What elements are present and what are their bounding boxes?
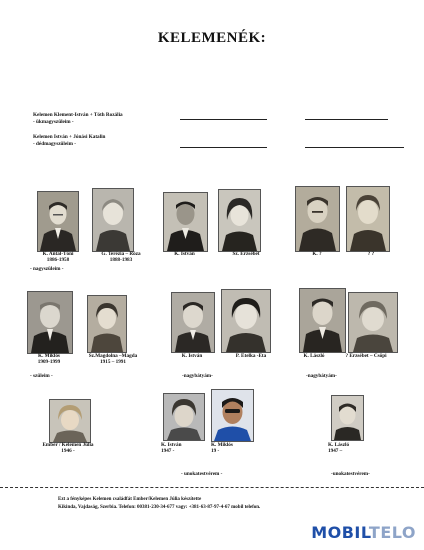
person-name: P. Etelka -Eta — [235, 353, 267, 359]
portrait-man-icon — [296, 187, 339, 251]
person-dates: 1886-1958 — [46, 257, 70, 264]
ancestor-role: - ükmagyszüleim - — [33, 118, 74, 125]
portrait-man-icon — [164, 193, 207, 251]
ancestor-name: Kelemen István + Jónási Katalin — [33, 134, 106, 140]
photo-caption — [161, 442, 201, 454]
portrait-woman-icon — [88, 296, 126, 352]
portrait-man-icon — [300, 289, 345, 352]
portrait-woman-icon — [164, 394, 204, 440]
person-name: K. István — [174, 251, 195, 257]
footer-contact: Kikinda, Vajdaság, Szerbia. Telefon: 00381-230-34-677 vagy: +381-63-87-97-4-67 mobil telefon. — [58, 505, 261, 510]
person-dates: 1947 – — [328, 448, 343, 455]
ancestor-entry-2 — [33, 134, 105, 147]
watermark-part2: TELO — [368, 523, 416, 542]
portrait-man-icon — [38, 192, 78, 251]
portrait-photo — [27, 291, 73, 354]
portrait-photo — [348, 292, 398, 353]
person-name: Sz.Magdolna –Magda — [88, 353, 138, 359]
person-name: K. István — [161, 442, 182, 448]
portrait-woman-icon — [349, 293, 397, 352]
person-dates: 1915 – 1991 — [100, 359, 126, 366]
portrait-photo — [92, 188, 134, 252]
portrait-man-icon — [332, 396, 363, 440]
portrait-photo — [295, 186, 340, 252]
person-name: K. Antal-Tóni — [42, 251, 74, 257]
portrait-woman-icon — [93, 189, 133, 251]
person-name: ? Erzsébet – Csöpi — [345, 353, 387, 359]
blank-line — [305, 119, 388, 120]
person-name: K. Miklós — [38, 353, 60, 359]
person-name: K. László — [328, 442, 350, 448]
person-dates: 19 - — [211, 448, 220, 455]
photo-caption — [302, 251, 332, 257]
person-name: K. László — [303, 353, 325, 359]
portrait-photo — [163, 192, 208, 252]
photo-caption — [334, 353, 398, 359]
person-name: Ember / Kelemen Júlia — [42, 442, 94, 448]
person-dates: 1947 - — [161, 448, 175, 455]
person-dates: 1909-1999 — [37, 359, 61, 366]
generation-label: -unokatestvérem- — [331, 471, 370, 477]
blank-line — [180, 147, 267, 148]
ancestor-name: Kelemen Klement-István + Tóth Rozália — [33, 112, 123, 118]
portrait-woman-icon — [219, 190, 260, 251]
photo-caption — [171, 353, 213, 359]
portrait-photo — [163, 393, 205, 441]
watermark-logo — [311, 523, 416, 542]
generation-label: - unokatestvérem - — [181, 471, 223, 477]
photo-caption — [32, 251, 84, 263]
portrait-photo — [299, 288, 346, 353]
portrait-photo — [87, 295, 127, 353]
portrait-photo — [49, 399, 91, 443]
ancestor-role: - dédmagyszüleim - — [33, 140, 76, 147]
portrait-photo — [171, 292, 215, 353]
portrait-woman-icon — [347, 187, 389, 251]
photo-caption — [80, 353, 146, 365]
portrait-photo — [218, 189, 261, 252]
portrait-photo — [346, 186, 390, 252]
photo-caption — [27, 353, 71, 365]
person-name: G. Terézia – Róza — [101, 251, 141, 257]
photo-caption — [226, 353, 276, 359]
footer-credit: Ezt a fényképes Kelemen családfát Ember/Kelemen Júlia készítette — [58, 497, 202, 502]
portrait-photo — [331, 395, 364, 441]
portrait-man-icon — [172, 293, 214, 352]
watermark-part1: MOBIL — [311, 523, 369, 542]
blank-line — [180, 119, 267, 120]
photo-caption — [222, 251, 270, 257]
photo-caption — [296, 353, 332, 359]
person-name: Sz. Erzsébet — [232, 251, 260, 257]
portrait-photo — [211, 389, 254, 442]
portrait-man-icon — [212, 390, 253, 441]
portrait-photo — [37, 191, 79, 252]
portrait-woman-icon — [50, 400, 90, 442]
footer-divider — [0, 487, 424, 488]
portrait-woman-icon — [222, 290, 270, 352]
person-name: K. ? — [312, 251, 322, 257]
person-dates: 1946 - — [61, 448, 75, 455]
generation-label: - szüleim - — [30, 373, 53, 379]
page-title: KELEMENÉK: — [157, 30, 267, 46]
photo-caption — [90, 251, 152, 263]
person-dates: 1888-1983 — [109, 257, 133, 264]
photo-caption — [328, 442, 368, 454]
ancestor-entry-1 — [33, 112, 123, 125]
generation-label: - nagyszüleim - — [30, 266, 64, 272]
person-name: K. Miklós — [211, 442, 233, 448]
photo-caption — [356, 251, 386, 257]
photo-caption — [211, 442, 251, 454]
photo-caption — [163, 251, 206, 257]
blank-line — [305, 147, 404, 148]
portrait-photo — [221, 289, 271, 353]
person-name: K. István — [181, 353, 203, 359]
generation-label: -nagybátyám- — [182, 373, 213, 379]
generation-label: -nagybátyám- — [306, 373, 337, 379]
photo-caption — [38, 442, 98, 454]
portrait-man-icon — [28, 292, 72, 353]
person-name: ? ? — [367, 251, 375, 257]
